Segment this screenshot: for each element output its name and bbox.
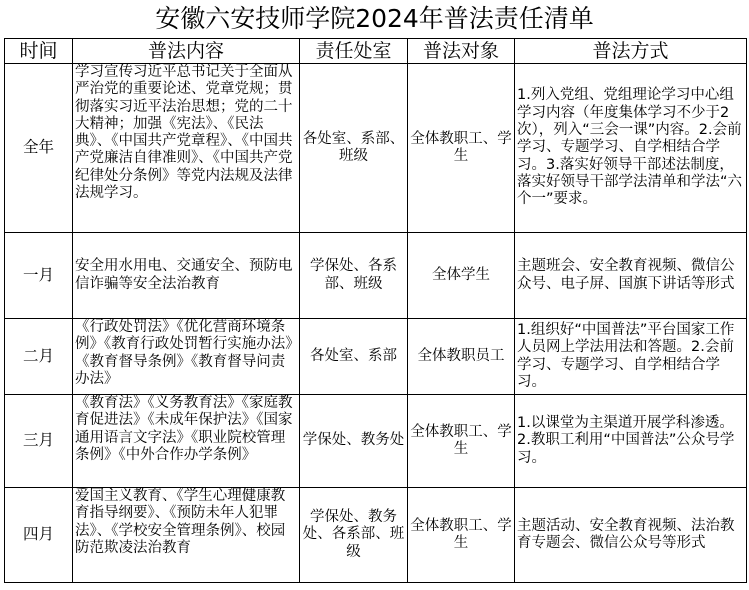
table-row	[5, 488, 747, 583]
header-time: 时间	[5, 39, 73, 64]
cell-dept: 学保处、教务处	[300, 395, 408, 488]
cell-time: 三月	[5, 395, 73, 488]
cell-content: 爱国主义教育、《学生心理健康教育指导纲要》、《预防未年人犯罪法》、《学校安全管理条例》、校园防范欺凌法治教育	[73, 488, 300, 583]
cell-method: 1.以课堂为主渠道开展学科渗透。2.教职工利用“中国普法”公众号学习。	[515, 395, 747, 488]
cell-target: 全体教职工、学生	[408, 395, 515, 488]
table-row	[5, 64, 747, 233]
header-content: 普法内容	[73, 39, 300, 64]
cell-method: 主题班会、安全教育视频、微信公众号、电子屏、国旗下讲话等形式	[515, 233, 747, 319]
cell-method: 1.组织好“中国普法”平台国家工作人员网上学法用法和答题。2.会前学习、专题学习、自学相结合学习。	[515, 319, 747, 395]
header-dept: 责任处室	[300, 39, 408, 64]
cell-target: 全体教职员工	[408, 319, 515, 395]
cell-content: 学习宣传习近平总书记关于全面从严治党的重要论述、党章党规；贯彻落实习近平法治思想；党的二十大精神；加强《宪法》、《民法典》、《中国共产党章程》、《中国共产党廉洁自律准则》、《中国共产党纪律处分条例》等党内法规及法律法规学习。	[73, 64, 300, 233]
cell-dept: 各处室、系部、班级	[300, 64, 408, 233]
cell-method: 主题活动、安全教育视频、法治教育专题会、微信公众号等形式	[515, 488, 747, 583]
cell-content: 《行政处罚法》《优化营商环境条例》《教育行政处罚暂行实施办法》《教育督导条例》《教育督导问责办法》	[73, 319, 300, 395]
cell-target: 全体教职工、学生	[408, 64, 515, 233]
cell-dept: 各处室、系部	[300, 319, 408, 395]
table-row	[5, 233, 747, 319]
cell-time: 四月	[5, 488, 73, 583]
cell-dept: 学保处、教务处、各系部、班级	[300, 488, 408, 583]
cell-content: 安全用水用电、交通安全、预防电信诈骗等安全法治教育	[73, 233, 300, 319]
header-row	[5, 39, 747, 64]
table-row	[5, 395, 747, 488]
header-method: 普法方式	[515, 39, 747, 64]
cell-time: 一月	[5, 233, 73, 319]
page-title: 安徽六安技师学院2024年普法责任清单	[155, 4, 594, 33]
responsibility-table	[4, 38, 747, 583]
cell-method: 1.列入党组、党组理论学习中心组学习内容（年度集体学习不少于2次），列入“三会一课”内容。2.会前学习、专题学习、自学相结合学习。3.落实好领导干部述法制度，落实好领导干部学法清单和学法“六个一”要求。	[515, 64, 747, 233]
cell-content: 《教育法》《义务教育法》《家庭教育促进法》《未成年保护法》《国家通用语言文字法》《职业院校管理条例》《中外合作办学条例》	[73, 395, 300, 488]
cell-time: 二月	[5, 319, 73, 395]
cell-target: 全体学生	[408, 233, 515, 319]
cell-target: 全体教职工、学生	[408, 488, 515, 583]
cell-time: 全年	[5, 64, 73, 233]
cell-dept: 学保处、各系部、班级	[300, 233, 408, 319]
table-row	[5, 319, 747, 395]
header-target: 普法对象	[408, 39, 515, 64]
